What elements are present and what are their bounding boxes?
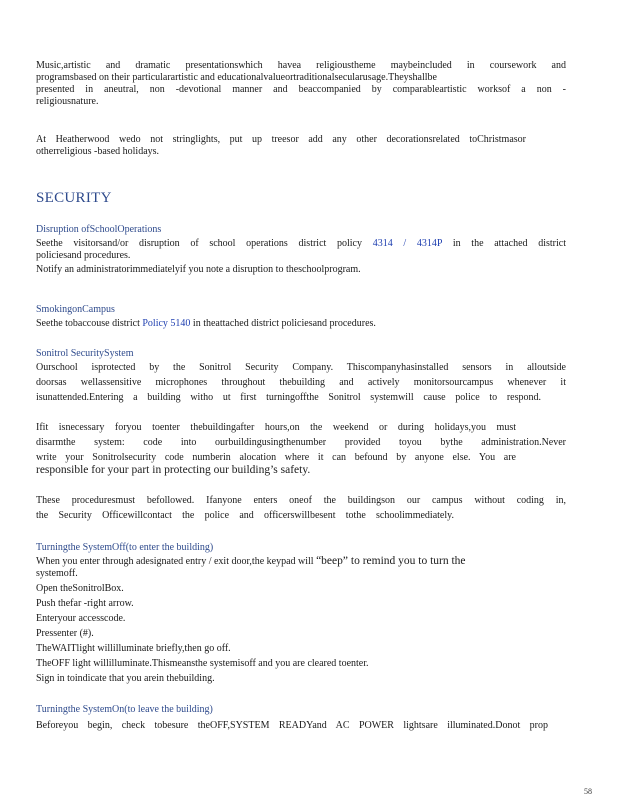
text-line: Ourschool isprotected by the Sonitrol Security Company. Thiscompanyhasinstalled sensors in alloutside <box>36 362 566 373</box>
text-line: presented in aneutral, non -devotional manner and beaccompanied by comparableartistic worksof a non - <box>36 84 566 95</box>
text-line: Music,artistic and dramatic presentationswhich havea religioustheme maybeincluded in coursework and <box>36 60 566 71</box>
text-line: policiesand procedures. <box>36 250 131 261</box>
section-heading-security: SECURITY <box>36 190 112 206</box>
text-line: programsbased on their particularartistic and educationalvalueortraditionalsecularusage.Theyshallbe <box>36 72 437 83</box>
text-line: Notify an administratorimmediatelyif you note a disruption to theschoolprogram. <box>36 264 361 275</box>
page-number: 58 <box>584 787 592 796</box>
text-line: These proceduresmust befollowed. Ifanyone enters oneof the buildingson our campus without coding in, <box>36 495 566 506</box>
list-item: Sign in toindicate that you arein thebuilding. <box>36 673 215 684</box>
list-item: TheWAITlight willilluminate briefly,then go off. <box>36 643 231 654</box>
subsection-title: SmokingonCampus <box>36 304 115 315</box>
text-line: otherreligious -based holidays. <box>36 146 160 157</box>
disruption-section <box>36 224 566 276</box>
list-item: TheOFF light willilluminate.Thismeansthe systemisoff and you are cleared toenter. <box>36 658 369 669</box>
text-fragment: in theattached district policiesand procedures. <box>190 318 376 329</box>
smoking-section <box>36 304 566 330</box>
text-line: responsible for your part in protecting our building’s safety. <box>36 464 311 476</box>
sonitrol-paragraph-3 <box>36 495 566 522</box>
text-fragment: in the attached district <box>442 238 566 249</box>
text-line: At Heatherwood wedo not stringlights, put up treesor add any other decorationsrelated toChristmasor <box>36 134 526 145</box>
text-line: Beforeyou begin, check tobesure theOFF,SYSTEM READYand AC POWER lightsare illuminated.Donot prop <box>36 720 548 731</box>
text-line <box>36 555 566 568</box>
list-item: Push thefar -right arrow. <box>36 598 134 609</box>
text-fragment: Seethe tobaccouse district <box>36 318 143 329</box>
text-line <box>36 238 566 250</box>
list-item: Pressenter (#). <box>36 628 94 639</box>
turn-on-section <box>36 704 566 732</box>
text-line: doorsas wellassensitive microphones throughout thebuilding and actively monitorsourcampus whenever it <box>36 377 566 388</box>
text-line <box>36 318 566 330</box>
text-fragment: Seethe visitorsand/or disruption of school operations district policy <box>36 238 373 249</box>
subsection-title: Disruption ofSchoolOperations <box>36 224 162 235</box>
intro-paragraph-2 <box>36 134 566 158</box>
text-line: Ifit isnecessary foryou toenter thebuildingafter hours,on the weekend or during holidays,you must <box>36 422 516 433</box>
text-line: disarmthe system: code into ourbuildingusingthenumber provided toyou bythe administration.Never <box>36 437 566 448</box>
subsection-title: Turningthe SystemOff(to enter the building) <box>36 542 214 553</box>
sonitrol-section <box>36 348 566 404</box>
text-line: isunattended.Entering a building witho ut first turningoffthe Sonitrol systemwill cause police to respond. <box>36 392 541 403</box>
text-line: religiousnature. <box>36 96 99 107</box>
intro-paragraph-1 <box>36 60 566 108</box>
text-fragment: When you enter through adesignated entry / exit door,the keypad will <box>36 556 317 567</box>
subsection-title: Sonitrol SecuritySystem <box>36 348 134 359</box>
list-item: Open theSonitrolBox. <box>36 583 124 594</box>
policy-link[interactable]: 4314 / 4314P <box>372 238 443 249</box>
text-line: the Security Officewillcontact the police and officerswillbesent tothe schoolimmediately. <box>36 510 454 521</box>
subsection-title: Turningthe SystemOn(to leave the building) <box>36 704 213 715</box>
text-line: write your Sonitrolsecurity code numberin alocation where it can befound by anyone else. You are <box>36 452 516 463</box>
sonitrol-paragraph-2 <box>36 422 566 477</box>
list-item: systemoff. <box>36 568 78 579</box>
turn-off-section <box>36 542 566 685</box>
text-fragment: “beep” to remind you to turn the <box>316 555 466 567</box>
policy-link[interactable]: Policy 5140 <box>142 318 191 329</box>
list-item: Enteryour accesscode. <box>36 613 126 624</box>
